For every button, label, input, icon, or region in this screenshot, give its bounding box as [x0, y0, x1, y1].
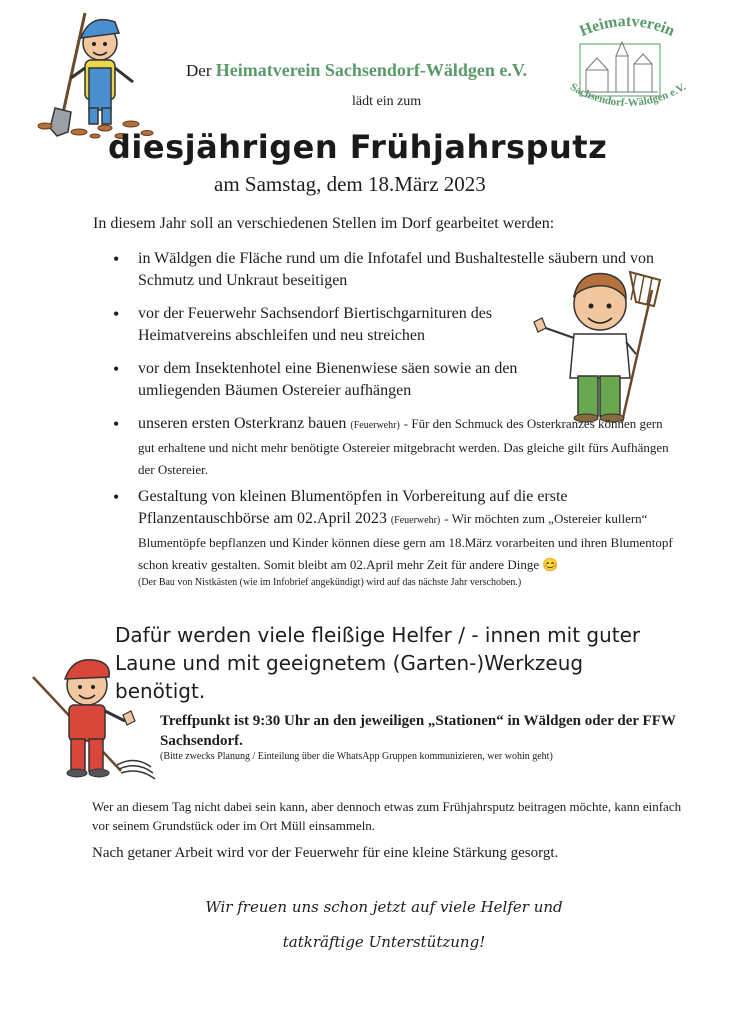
refreshment-text: Nach getaner Arbeit wird vor der Feuerwehr für eine kleine Stärkung gesorgt. — [92, 845, 559, 861]
event-date: am Samstag, dem 18.März 2023 — [214, 172, 486, 196]
task-4-main: unseren ersten Osterkranz bauen — [138, 415, 347, 432]
boy-with-broom-illustration — [25, 655, 175, 795]
invite-text: lädt ein zum — [352, 94, 422, 109]
task-list — [113, 248, 673, 590]
header-line — [186, 60, 527, 81]
intro-text: In diesem Jahr soll an verschiedenen Stellen im Dorf gearbeitet werden: — [93, 215, 555, 232]
closing-line-1: Wir freuen uns schon jetzt auf viele Helfer und — [205, 898, 563, 916]
task-5-location: (Feuerwehr) — [390, 515, 441, 526]
task-4-details: - Für den Schmuck des Osterkranzes können gern gut erhaltene und nicht mehr benötigte Ostereier mitgebracht werden. Das gleiche gilt fürs Aufhängen der Ostereier. — [138, 416, 669, 477]
list-item — [113, 486, 673, 590]
list-item — [113, 413, 673, 486]
task-3-text: vor dem Insektenhotel eine Bienenwiese säen sowie an den umliegenden Bäumen Ostereier aufhängen — [138, 360, 518, 399]
task-5-details: - Wir möchten zum „Ostereier kullern“ Blumentöpfe bepflanzen und Kinder können diese gern am 18.März vorarbeiten und ihren Blumentopf schon kreativ gestalten. Somit bleibt am 02.April mehr Zeit für andere Dinge 😊 — [138, 511, 673, 572]
boy-with-shovel-illustration — [35, 8, 165, 138]
logo-bottom-text: Sachsendorf-Wäldgen e.V. — [568, 80, 688, 110]
list-item — [113, 303, 538, 358]
task-4-location: (Feuerwehr) — [350, 420, 400, 431]
header-prefix: Der — [186, 61, 212, 80]
meeting-note: (Bitte zwecks Planung / Einteilung über die WhatsApp Gruppen kommunizieren, wer wohin geht) — [160, 751, 553, 762]
task-2-text: vor der Feuerwehr Sachsendorf Biertischgarnituren des Heimatvereins abschleifen und neu streichen — [138, 305, 493, 344]
task-5-note: (Der Bau von Nistkästen (wie im Infobrief angekündigt) wird auf das nächste Jahr verschoben.) — [138, 577, 522, 588]
list-item — [113, 358, 578, 413]
meeting-point: Treffpunkt ist 9:30 Uhr an den jeweiligen „Stationen“ in Wäldgen oder der FFW Sachsendorf. — [160, 713, 676, 749]
logo-top-text: Heimatverein — [577, 12, 678, 41]
closing-line-2: tatkräftige Unterstützung! — [282, 933, 486, 951]
helpers-text: Dafür werden viele fleißige Helfer / - innen mit guter Laune und mit geeignetem (Garten-)Werkzeug benötigt. — [115, 623, 641, 703]
shovel-icon — [50, 13, 85, 136]
task-1-text: in Wäldgen die Fläche rund um die Infotafel und Bushaltestelle säubern und von Schmutz und Unkraut beseitigen — [138, 250, 655, 289]
heimatverein-logo — [558, 12, 698, 122]
task-5-main: Gestaltung von kleinen Blumentöpfen in Vorbereitung auf die erste Pflanzentauschbörse am 02.April 2023 — [138, 488, 568, 527]
main-title: diesjährigen Frühjahrsputz — [108, 128, 608, 166]
contribution-text: Wer an diesem Tag nicht dabei sein kann, aber dennoch etwas zum Frühjahrsputz beitragen möchte, kann einfach vor seinem Grundstück oder im Ort Müll einsammeln. — [92, 799, 682, 833]
closing-message — [174, 890, 594, 960]
village-church-icon — [586, 42, 658, 92]
organization-name: Heimatverein Sachsendorf-Wäldgen e.V. — [215, 60, 528, 80]
list-item — [113, 248, 673, 303]
